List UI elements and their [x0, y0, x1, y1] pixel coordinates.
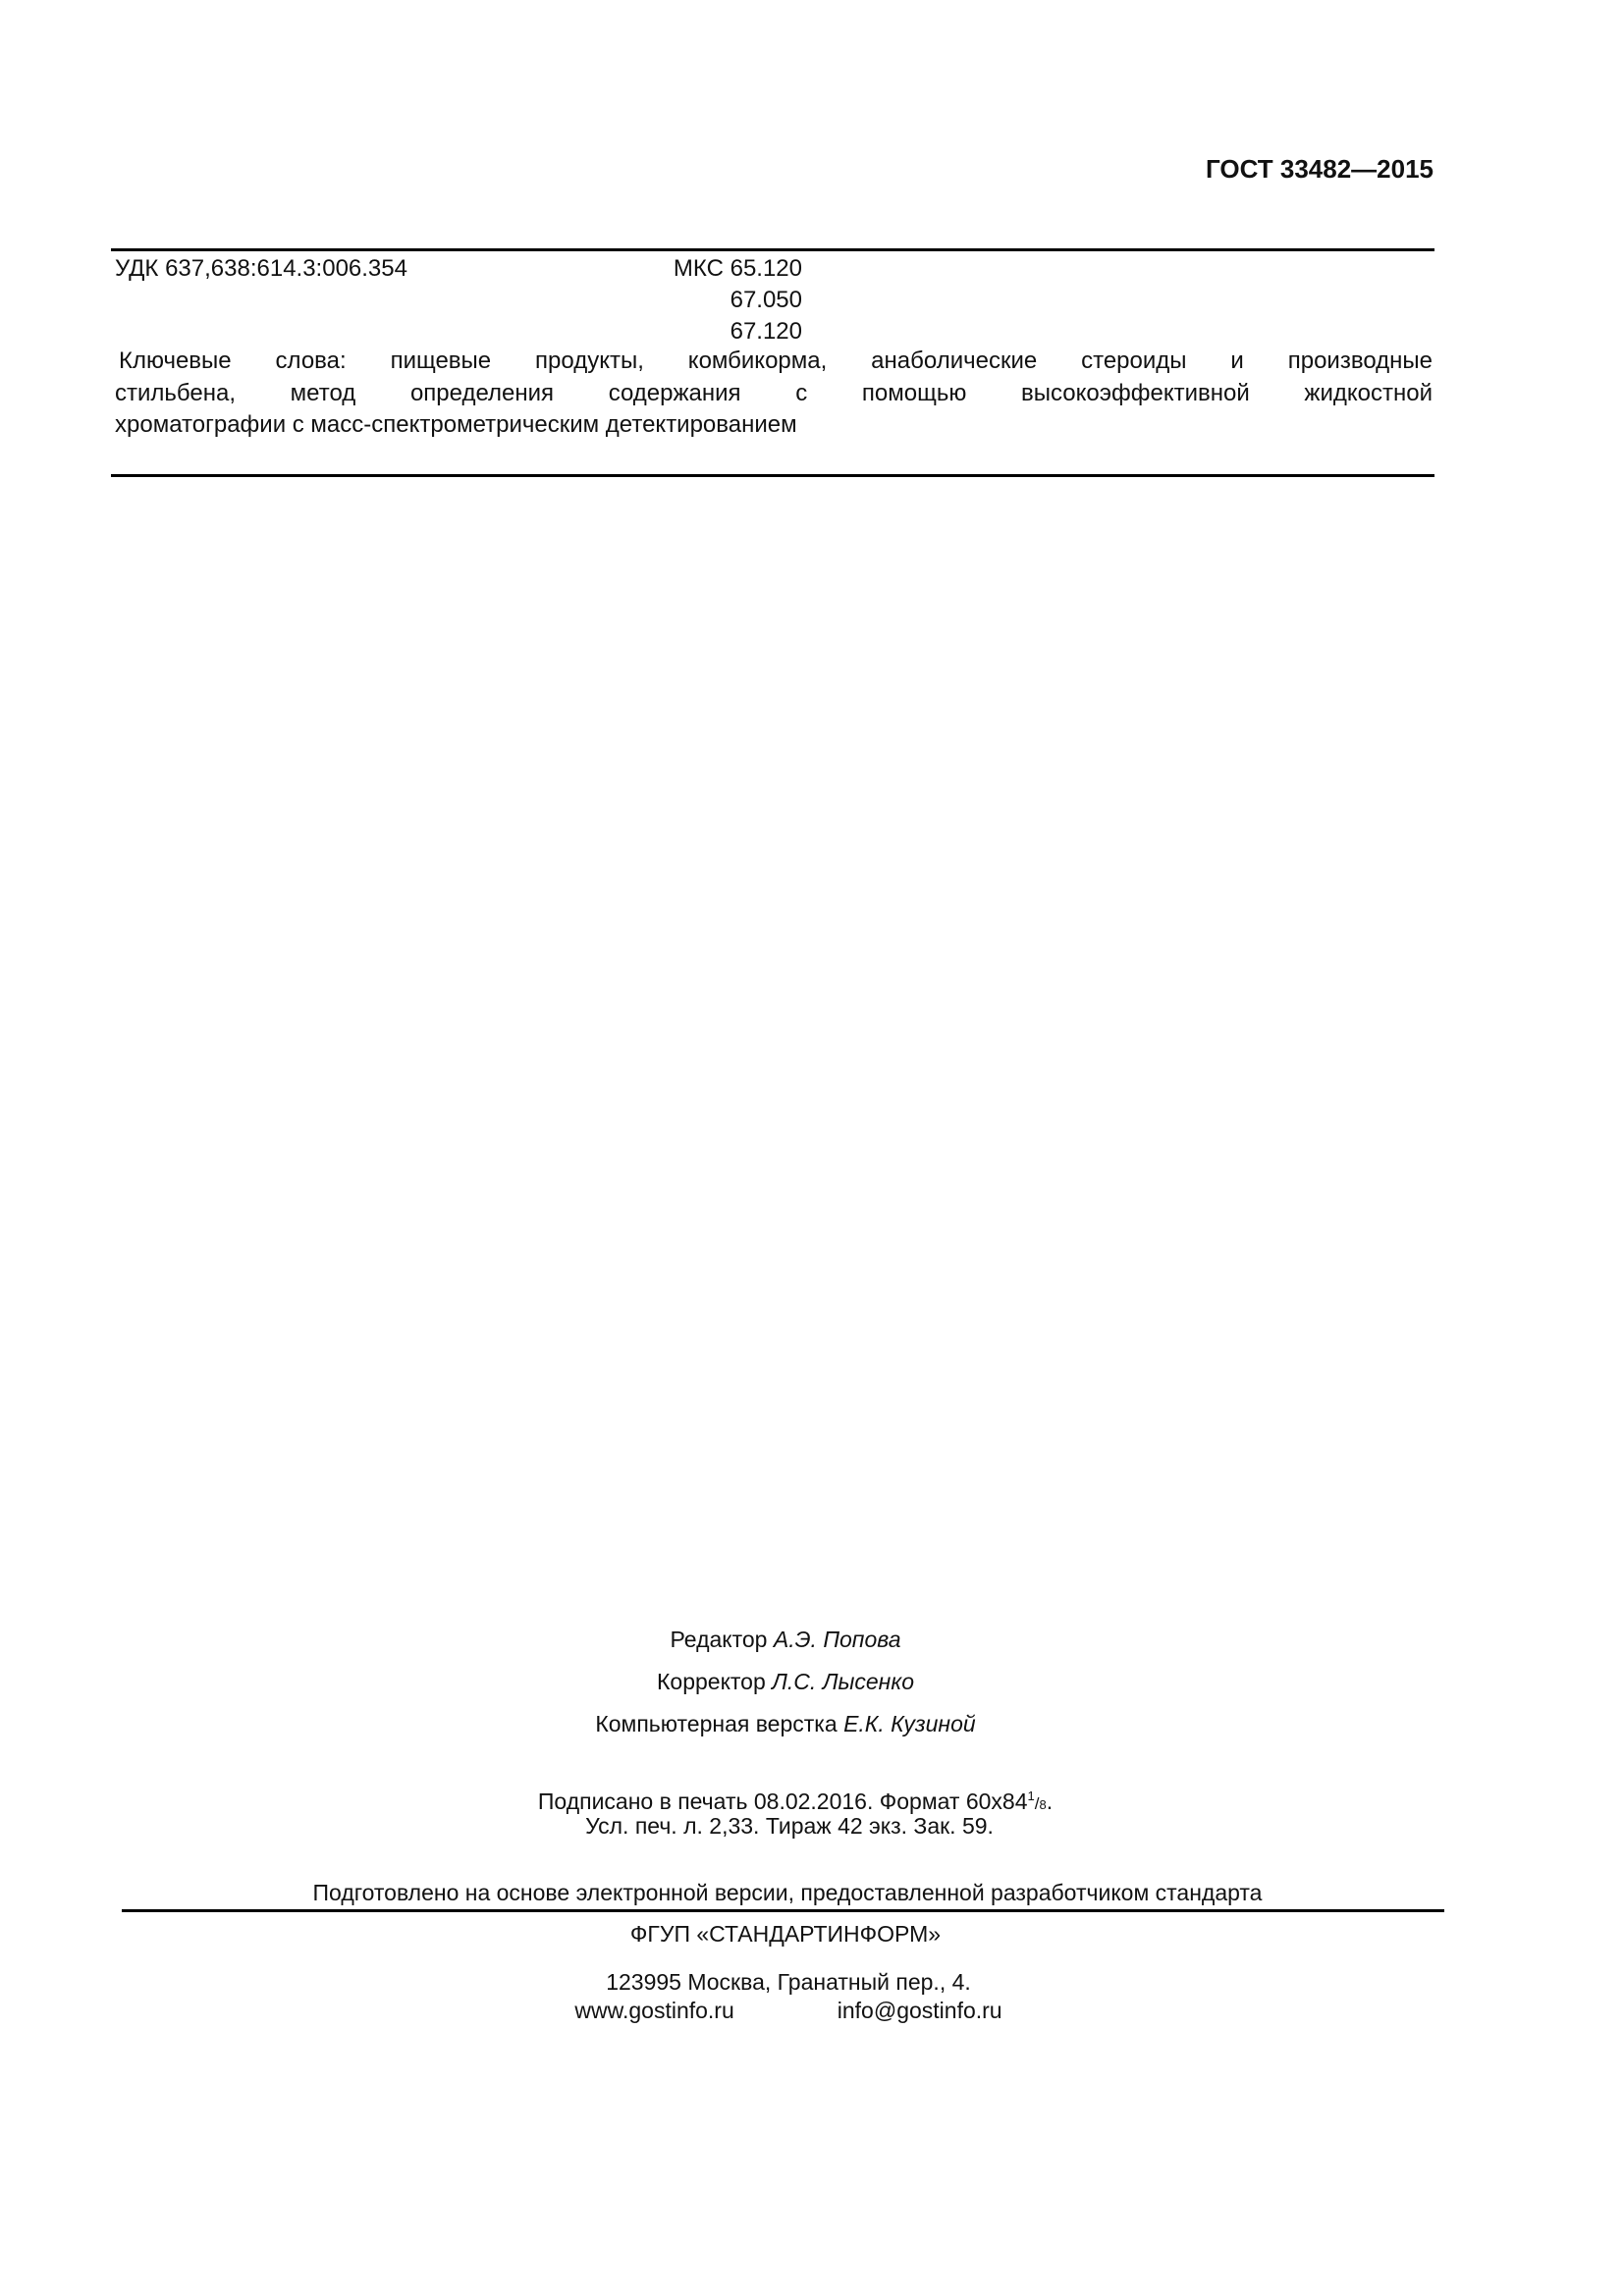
keywords-divider [111, 474, 1434, 477]
editor-name: А.Э. Попова [773, 1627, 901, 1652]
keywords-line: хроматографии с масс-спектрометрическим детектированием [115, 411, 797, 438]
layout-line [0, 1709, 1571, 1751]
publisher-divider [122, 1909, 1444, 1912]
layout-role: Компьютерная верстка [595, 1711, 838, 1736]
print-details: Усл. печ. л. 2,33. Тираж 42 экз. Зак. 59. [585, 1813, 994, 1839]
publisher-name: ФГУП «СТАНДАРТИНФОРМ» [629, 1921, 942, 1947]
mks-code: 67.120 [730, 318, 802, 345]
corrector-line [0, 1667, 1571, 1709]
format-suffix: . [1046, 1789, 1054, 1814]
mks-codes [645, 253, 802, 347]
website-link[interactable]: www.gostinfo.ru [574, 1998, 734, 2023]
signed-line: Подписано в печать 08.02.2016. Формат $60x84^1/8$. [537, 1789, 1054, 1814]
keywords-line: стильбена, метод определения содержания с помощью высокоэффективной жидкостной [115, 379, 1433, 406]
top-divider [111, 248, 1434, 251]
standard-id-header: ГОСТ 33482—2015 [1206, 154, 1434, 184]
signed-text: Подписано в печать 08.02.2016. Формат 60x84 [537, 1789, 1028, 1814]
layout-name: Е.К. Кузиной [843, 1711, 976, 1736]
udk-code: УДК 637,638:614.3:006.354 [115, 255, 407, 282]
credits-block [0, 1625, 1571, 1751]
email-link[interactable]: info@gostinfo.ru [837, 1998, 1002, 2023]
publisher-address: 123995 Москва, Гранатный пер., 4. [606, 1969, 971, 1995]
publisher-contacts [0, 1997, 1577, 2024]
corrector-name: Л.С. Лысенко [772, 1669, 914, 1694]
editor-role: Редактор [670, 1627, 768, 1652]
mks-code: 67.050 [730, 287, 802, 313]
mks-label: МКС 65.120 [673, 255, 802, 282]
keywords-paragraph [115, 346, 1433, 442]
keywords-line: Ключевые слова: пищевые продукты, комбикорма, анаболические стероиды и производные [119, 347, 1433, 374]
format-denominator: 8 [1039, 1797, 1047, 1812]
format-numerator: 1 [1027, 1789, 1035, 1803]
corrector-role: Корректор [657, 1669, 766, 1694]
prepared-note: Подготовлено на основе электронной версии, предоставленной разработчиком стандарта [312, 1880, 1263, 1905]
editor-line [0, 1625, 1571, 1667]
